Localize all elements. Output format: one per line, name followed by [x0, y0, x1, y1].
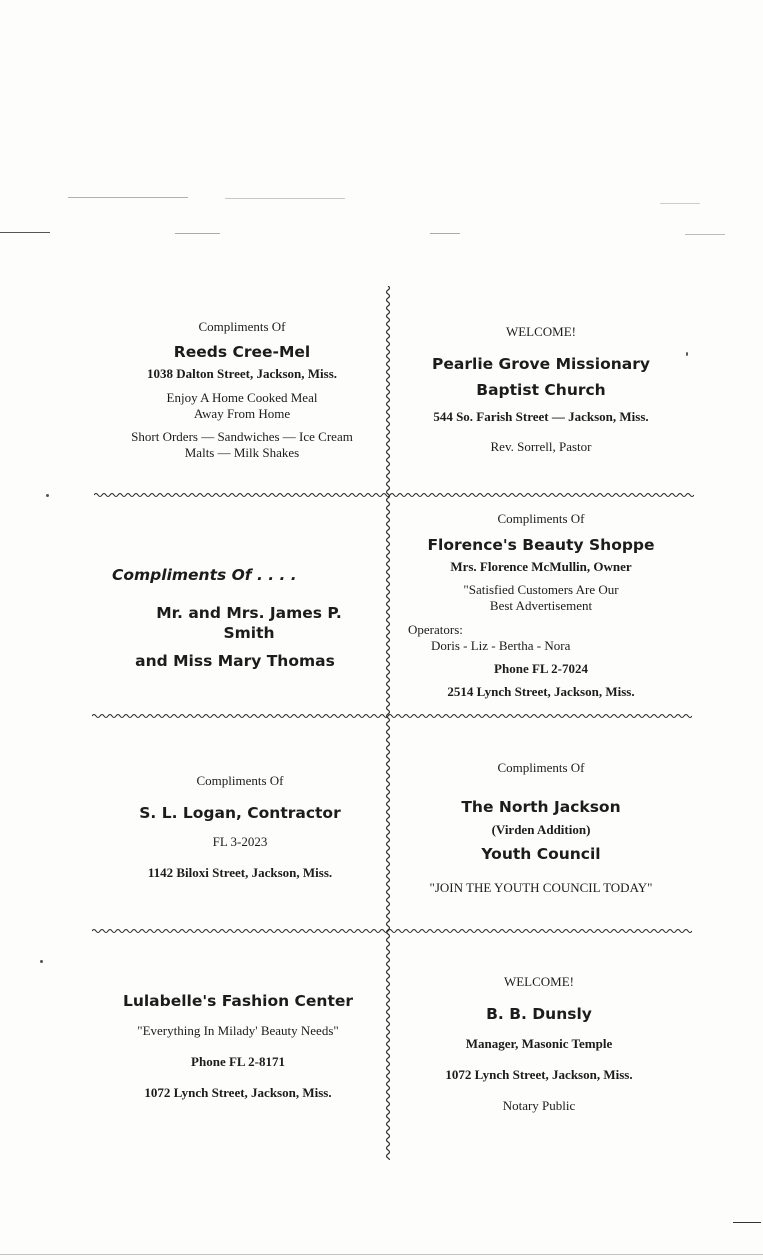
family-names: and Miss Mary Thomas	[135, 652, 335, 670]
slogan: Best Advertisement	[489, 598, 593, 613]
scan-artifact-dot	[686, 352, 688, 356]
subtitle: (Virden Addition)	[491, 822, 591, 837]
slogan: "JOIN THE YOUTH COUNCIL TODAY"	[429, 880, 653, 895]
horizontal-wavy-divider	[92, 926, 692, 936]
ad-reeds-cree-mel	[92, 319, 392, 461]
menu: Malts — Milk Shakes	[184, 445, 300, 460]
ad-logan-contractor	[90, 773, 390, 881]
scan-artifact-line	[0, 232, 50, 233]
scan-artifact-line	[0, 1254, 763, 1255]
business-name: Reeds Cree-Mel	[173, 343, 311, 361]
address: 1142 Biloxi Street, Jackson, Miss.	[147, 865, 333, 880]
pastor: Rev. Sorrell, Pastor	[490, 439, 592, 454]
address: 1072 Lynch Street, Jackson, Miss.	[445, 1067, 633, 1082]
address: 544 So. Farish Street — Jackson, Miss.	[433, 409, 649, 424]
ad-florence-beauty-shoppe	[396, 511, 686, 700]
operators-label: Operators:	[408, 622, 463, 637]
ad-lulabelle-fashion-center	[88, 991, 388, 1101]
address: 2514 Lynch Street, Jackson, Miss.	[447, 684, 635, 699]
welcome: WELCOME!	[503, 974, 575, 989]
compliments-of: Compliments Of . . . .	[112, 566, 297, 584]
slogan: Enjoy A Home Cooked Meal	[166, 390, 318, 405]
compliments-of: Compliments Of	[196, 773, 284, 788]
scan-artifact-line	[685, 234, 725, 235]
operators: Doris - Liz - Bertha - Nora	[431, 638, 571, 653]
scan-artifact-line	[225, 198, 345, 199]
menu: Short Orders — Sandwiches — Ice Cream	[131, 429, 353, 444]
business-name: S. L. Logan, Contractor	[139, 804, 341, 822]
welcome: WELCOME!	[505, 324, 577, 339]
organization-name: Youth Council	[481, 845, 601, 863]
ad-dunsly	[394, 974, 684, 1114]
church-name: Pearlie Grove Missionary	[432, 355, 650, 373]
church-name: Baptist Church	[476, 381, 606, 399]
address: 1038 Dalton Street, Jackson, Miss.	[146, 366, 338, 381]
scan-artifact-dot	[46, 494, 49, 497]
family-names: Mr. and Mrs. James P. Smith	[156, 604, 342, 642]
scan-artifact-line	[430, 233, 460, 234]
compliments-of: Compliments Of	[497, 511, 585, 526]
scan-artifact-line	[68, 197, 188, 198]
phone: FL 3-2023	[212, 834, 268, 849]
slogan: "Satisfied Customers Are Our	[463, 582, 619, 597]
ad-pearlie-grove	[396, 324, 686, 455]
title: Manager, Masonic Temple	[465, 1036, 613, 1051]
owner: Mrs. Florence McMullin, Owner	[450, 559, 632, 574]
slogan: "Everything In Milady' Beauty Needs"	[137, 1023, 339, 1038]
slogan: Away From Home	[193, 406, 291, 421]
scan-artifact-dot	[40, 960, 43, 963]
business-name: Florence's Beauty Shoppe	[427, 536, 655, 554]
ad-smith-family	[112, 565, 372, 671]
compliments-of: Compliments Of	[198, 319, 286, 334]
address: 1072 Lynch Street, Jackson, Miss.	[144, 1085, 332, 1100]
phone: Phone FL 2-7024	[494, 661, 588, 676]
person-name: B. B. Dunsly	[486, 1005, 592, 1023]
scan-artifact-line	[175, 233, 220, 234]
scan-artifact-line	[733, 1222, 761, 1223]
ad-north-jackson-youth-council	[396, 760, 686, 896]
scan-artifact-line	[660, 203, 700, 204]
horizontal-wavy-divider	[92, 711, 692, 721]
business-name: Lulabelle's Fashion Center	[122, 992, 354, 1010]
compliments-of: Compliments Of	[497, 760, 585, 775]
note: Notary Public	[502, 1098, 576, 1113]
phone: Phone FL 2-8171	[191, 1054, 285, 1069]
organization-name: The North Jackson	[461, 798, 621, 816]
horizontal-wavy-divider	[94, 490, 694, 500]
